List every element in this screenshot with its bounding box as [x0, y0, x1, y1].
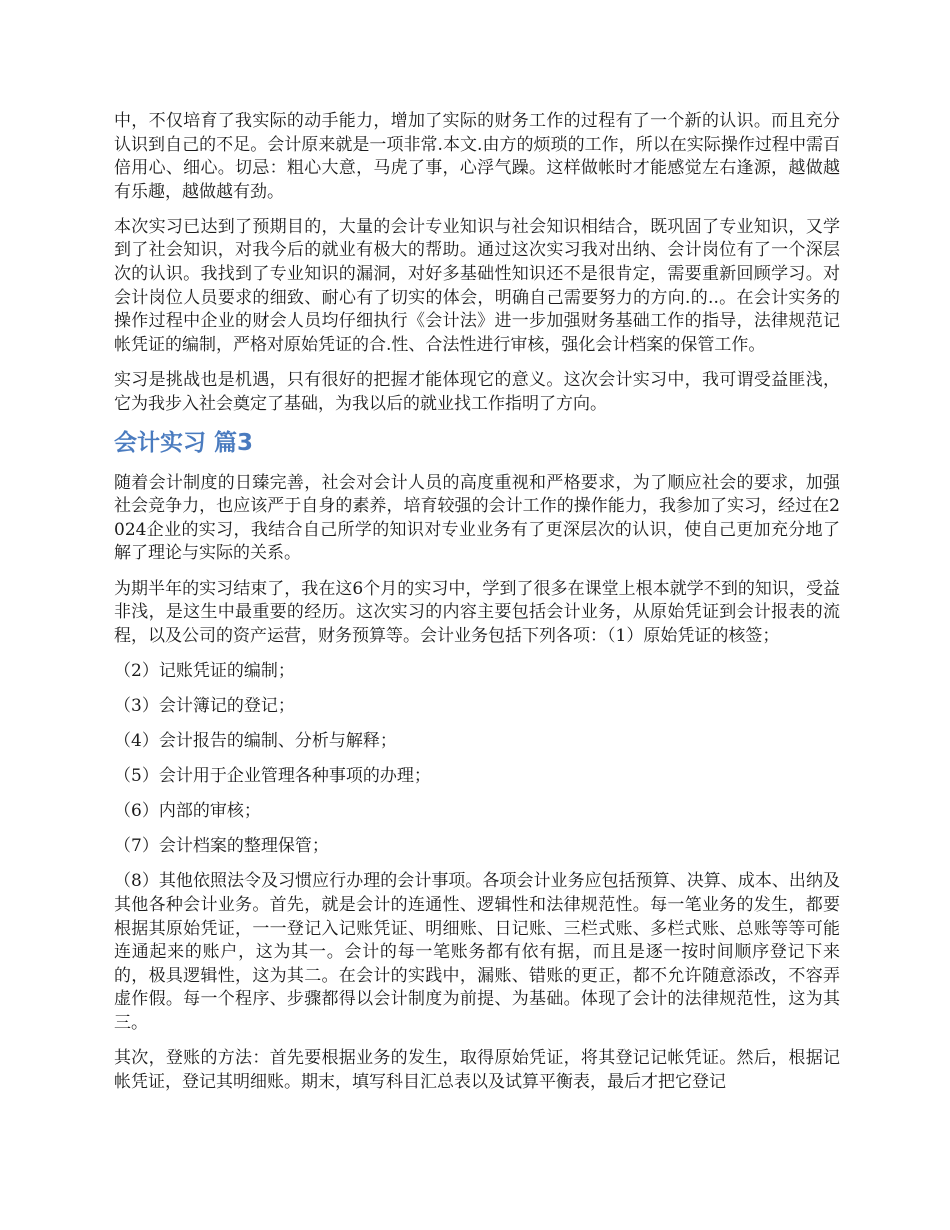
paragraph-intro-continuation: 中，不仅培育了我实际的动手能力，增加了实际的财务工作的过程有了一个新的认识。而且充分认识到自己的不足。会计原来就是一项非常.本文.由方的烦琐的工作，所以在实际操作过程中需百倍用心、细心。切忌：粗心大意，马虎了事，心浮气躁。这样做帐时才能感觉左右逢源，越做越有乐趣，越做越有劲。 — [114, 111, 840, 202]
paragraph-accounting-system: 随着会计制度的日臻完善，社会对会计人员的高度重视和严格要求，为了顺应社会的要求，加强社会竞争力，也应该严于自身的素养，培育较强的会计工作的操作能力，我参加了实习，经过在2024企业的实习，我结合自己所学的知识对专业业务有了更深层次的认识，使自己更加充分地了解了理论与实际的关系。 — [114, 472, 840, 564]
list-item: （8）其他依照法令及习惯应行办理的会计事项。各项会计业务应包括预算、决算、成本、出纳及其他各种会计业务。首先，就是会计的连通性、逻辑性和法律规范性。每一笔业务的发生，都要根据其原始凭证，一一登记入记账凭证、明细账、日记账、三栏式账、多栏式账、总账等等可能连通起来的账户，这为其一。会计的每一笔账务都有依有据，而且是逐一按时间顺序登记下来的，极具逻辑性，这为其二。在会计的实践中，漏账、错账的更正，都不允许随意添改，不容弄虚作假。每一个程序、步骤都得以会计制度为前提、为基础。体现了会计的法律规范性，这为其三。 — [114, 871, 840, 1033]
list-item: （7）会计档案的整理保管； — [114, 836, 329, 857]
list-item: （2）记账凭证的编制； — [114, 660, 295, 681]
list-item: （3）会计簿记的登记； — [114, 695, 295, 716]
paragraph-challenge-opportunity: 实习是挑战也是机遇，只有很好的把握才能体现它的意义。这次会计实习中，我可谓受益匪浅，它为我步入社会奠定了基础，为我以后的就业找工作指明了方向。 — [114, 369, 840, 414]
list-item: （6）内部的审核； — [114, 801, 261, 822]
paragraph-posting-method: 其次，登账的方法：首先要根据业务的发生，取得原始凭证，将其登记记帐凭证。然后，根据记帐凭证，登记其明细账。期末，填写科目汇总表以及试算平衡表，最后才把它登记 — [114, 1048, 840, 1092]
paragraph-internship-content: 为期半年的实习结束了，我在这6个月的实习中，学到了很多在课堂上根本就学不到的知识，受益非浅，是这生中最重要的经历。这次实习的内容主要包括会计业务，从原始凭证到会计报表的流程，以及公司的资产运营，财务预算等。会计业务包括下列各项：（1）原始凭证的核签； — [114, 578, 840, 646]
list-item: （4）会计报告的编制、分析与解释； — [114, 730, 397, 751]
section-heading: 会计实习 篇3 — [114, 429, 254, 456]
list-item: （5）会计用于企业管理各种事项的办理； — [114, 766, 431, 787]
paragraph-internship-goal: 本次实习已达到了预期目的，大量的会计专业知识与社会知识相结合，既巩固了专业知识，又学到了社会知识，对我今后的就业有极大的帮助。通过这次实习我对出纳、会计岗位有了一个深层次的认识。我找到了专业知识的漏洞，对好多基础性知识还不是很肯定，需要重新回顾学习。对会计岗位人员要求的细致、耐心有了切实的体会，明确自己需要努力的方向.的..。在会计实务的操作过程中企业的财会人员均仔细执行《会计法》进一步加强财务基础工作的指导，法律规范记帐凭证的编制，严格对原始凭证的合.性、合法性进行审核，强化会计档案的保管工作。 — [114, 216, 840, 355]
document-page — [114, 110, 840, 1106]
